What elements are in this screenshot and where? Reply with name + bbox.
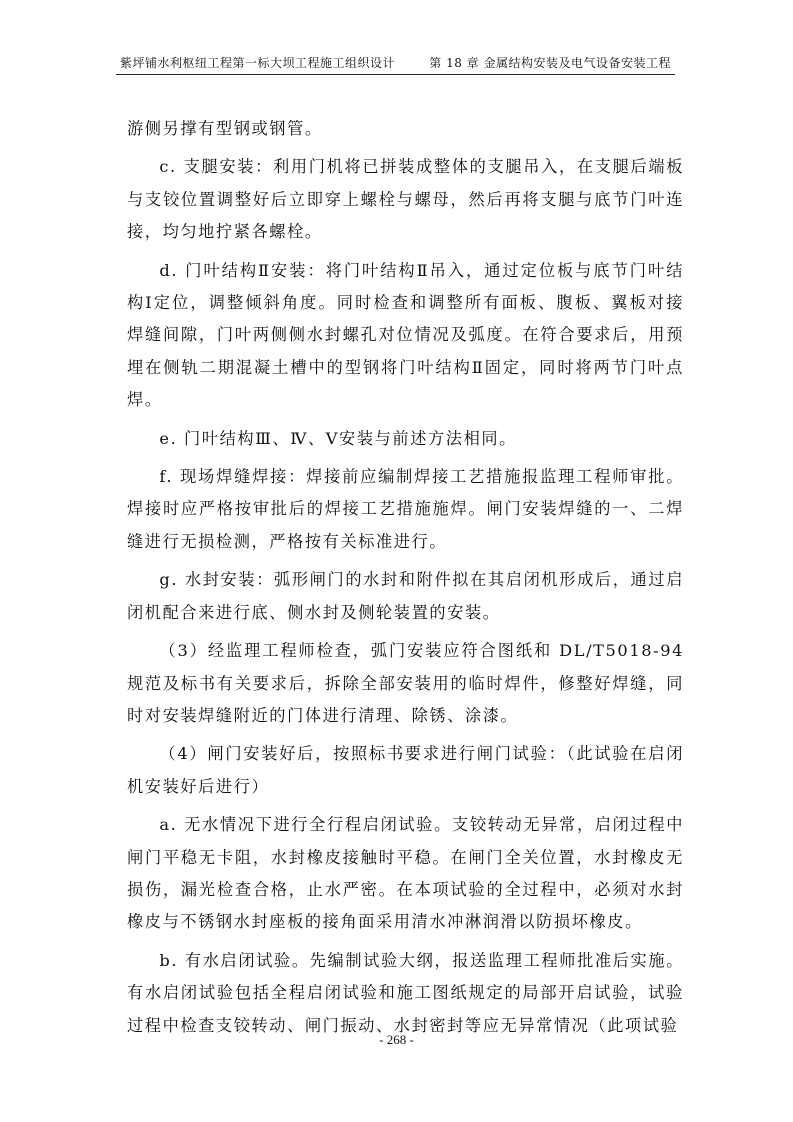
paragraph-a-dry-test: a. 无水情况下进行全行程启闭试验。支铰转动无异常，启闭过程中闸门平稳无卡阻，水封橡皮接触时平稳。在闸门全关位置，水封橡皮无损伤，漏光检查合格，止水严密。在本项试验的全过程中，必须对水封橡皮与不锈钢水封座板的接角面采用清水冲淋润滑以防损坏橡皮。 [127, 815, 684, 932]
paragraph-b-wet-test: b. 有水启闭试验。先编制试验大纲，报送监理工程师批准后实施。有水启闭试验包括全程启闭试验和施工图纸规定的局部开启试验，试验过程中检查支铰转动、闸门振动、水封密封等应无异常情况（此项试验 [127, 950, 684, 1035]
paragraph-e-leaf-structure-3-5: e. 门叶结构Ⅲ、Ⅳ、Ⅴ安装与前述方法相同。 [159, 428, 517, 448]
paragraph-4-gate-test: （4）闸门安装好后，按照标书要求进行闸门试验：（此试验在启闭机安装好后进行） [127, 744, 684, 796]
paragraph-d-leaf-structure-2: d. 门叶结构Ⅱ安装：将门叶结构Ⅱ吊入，通过定位板与底节门叶结构Ⅰ定位，调整倾斜角度。同时检查和调整所有面板、腹板、翼板对接焊缝间隙，门叶两侧侧水封螺孔对位情况及弧度。在符合要求后，用预埋在侧轨二期混凝土槽中的型钢将门叶结构Ⅱ固定，同时将两节门叶点焊。 [127, 260, 684, 410]
paragraph-g-water-seal: g. 水封安装：弧形闸门的水封和附件拟在其启闭机形成后，通过启闭机配合来进行底、侧水封及侧轮装置的安装。 [127, 570, 684, 622]
header-document-title: 紫坪铺水利枢纽工程第一标大坝工程施工组织设计 [120, 56, 396, 70]
paragraph-c-leg-installation: c. 支腿安装：利用门机将已拼装成整体的支腿吊入，在支腿后端板与支铰位置调整好后立即穿上螺栓与螺母，然后再将支腿与底节门叶连接，均匀地拧紧各螺栓。 [127, 157, 684, 242]
paragraph-f-site-welding: f. 现场焊缝焊接：焊接前应编制焊接工艺措施报监理工程师审批。焊接时应严格按审批后的焊接工艺措施施焊。闸门安装焊缝的一、二焊缝进行无损检测，严格按有关标准进行。 [127, 467, 684, 551]
paragraph-continuation: 游侧另撑有型钢或钢管。 [127, 119, 323, 138]
paragraph-3-inspection: （3）经监理工程师检查，弧门安装应符合图纸和 DL/T5018-94 规范及标书有关要求后，拆除全部安装用的临时焊件，修整好焊缝，同时对安装焊缝附近的门体进行清理、除锈、涂漆。 [127, 641, 684, 725]
running-header [116, 54, 675, 75]
header-chapter-title: 第 18 章 金属结构安装及电气设备安装工程 [429, 56, 671, 70]
page-number: - 268 - [379, 1032, 414, 1047]
body-text [127, 113, 684, 1042]
